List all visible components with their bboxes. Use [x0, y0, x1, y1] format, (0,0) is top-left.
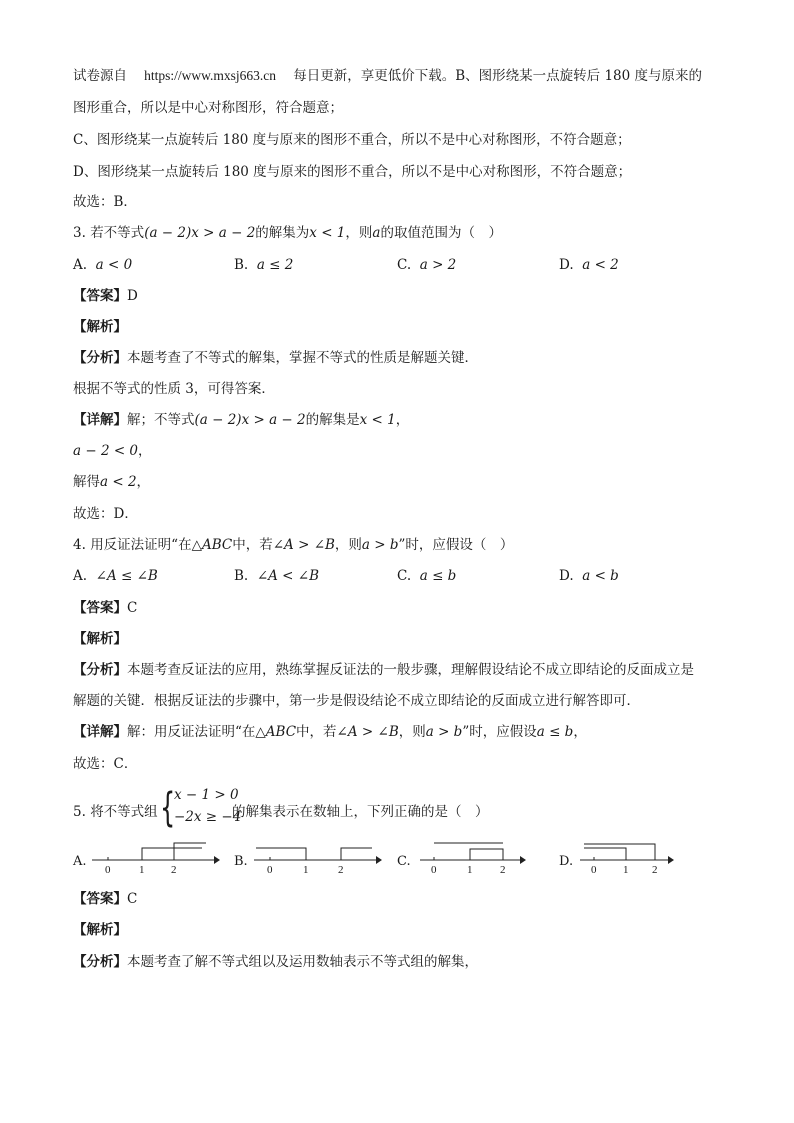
q4-answer: 【答案】C [73, 600, 138, 616]
range-x-gt-2 [341, 848, 372, 860]
q3-basis: 根据不等式的性质 3，可得答案． [73, 381, 275, 397]
q5-number-line-b [252, 840, 382, 876]
range-x-lt-1 [256, 848, 306, 860]
number-line-a-graphic [90, 840, 220, 876]
axis-arrow [668, 856, 674, 864]
q3-fenxi: 【分析】本题考查了不等式的解集，掌握不等式的性质是解题关键． [73, 350, 478, 366]
source-note: 每日更新，享更低价下载。 [293, 68, 456, 84]
tick-label-0: 0 [591, 864, 597, 876]
source-url[interactable]: https://www.mxsj663.cn [144, 68, 277, 83]
tick-label-2: 2 [171, 864, 177, 876]
system-row1: x − 1 > 0 [174, 787, 239, 803]
q2-choose: 故选：B． [73, 194, 137, 210]
q4-detail: 【详解】解：用反证法证明“在△ABC中，若∠A > ∠B，则a > b”时，应假设a ≤ b， [73, 724, 587, 740]
q3-inequality: (a − 2)x > a − 2 [144, 225, 256, 241]
number-line-d-graphic [578, 840, 678, 876]
q3-stem [73, 224, 502, 242]
number-line-c-graphic [418, 840, 528, 876]
tick-label-2: 2 [338, 864, 344, 876]
q5-number-line-a [90, 840, 220, 876]
q3-step1: a − 2 < 0， [73, 443, 152, 459]
q3-stem-c: ，则 [345, 225, 373, 241]
range-x-lt-1 [584, 848, 626, 860]
tick-label-1: 1 [623, 864, 629, 876]
q3-answer: 【答案】D [73, 288, 138, 304]
q4-choose: 故选：C． [73, 756, 138, 772]
tick-label-1: 1 [467, 864, 473, 876]
q4-analysis-tag: 【解析】 [73, 631, 127, 647]
q3-stem-a: 若不等式 [90, 225, 145, 241]
q5-stem-b: 的解集表示在数轴上，下列正确的是（ ） [232, 804, 489, 820]
q2-d-line: D、图形绕某一点旋转后 180 度与原来的图形不重合，所以不是中心对称图形，不符合题意； [73, 164, 632, 180]
q3-option-d: D. a < 2 [559, 257, 619, 273]
q3-stem-d: 的取值范围为（ ） [380, 225, 502, 241]
q3-choose: 故选：D． [73, 506, 138, 522]
q3-option-c: C. a > 2 [397, 257, 457, 273]
q4-fenxi-line1: 【分析】本题考查反证法的应用，熟练掌握反证法的一般步骤，理解假设结论不成立即结论的反面成立是 [73, 662, 694, 678]
axis-arrow [520, 856, 526, 864]
tick-label-0: 0 [431, 864, 437, 876]
q4-option-d: D. a < b [559, 568, 619, 584]
q3-detail: 【详解】解；不等式(a − 2)x > a − 2的解集是x < 1， [73, 412, 410, 428]
q4-stem: 4. 用反证法证明“在△ABC中，若∠A > ∠B，则a > b”时，应假设（ ） [73, 537, 514, 553]
q5-option-a-label: A. [73, 854, 87, 869]
range-x-le-2 [584, 844, 655, 860]
q5-option-b-label: B. [234, 854, 248, 869]
header-line [73, 67, 702, 85]
q2-c-line: C、图形绕某一点旋转后 180 度与原来的图形不重合，所以不是中心对称图形，不符合题意； [73, 132, 631, 148]
q2-b-line2: 图形重合，所以是中心对称图形，符合题意； [73, 100, 343, 116]
system-row2: −2x ≥ −4 [174, 809, 242, 825]
q3-option-b: B. a ≤ 2 [234, 257, 294, 273]
tick-label-0: 0 [105, 864, 111, 876]
q3-option-a: A. a < 0 [73, 257, 133, 273]
tick-label-1: 1 [139, 864, 145, 876]
q3-variable: a [372, 225, 381, 241]
q5-option-c-label: C. [397, 854, 411, 869]
q5-answer: 【答案】C [73, 891, 138, 907]
q3-number: 3. [73, 225, 86, 241]
tick-label-2: 2 [652, 864, 658, 876]
q4-fenxi-line2: 解题的关键．根据反证法的步骤中，第一步是假设结论不成立即结论的反面成立进行解答即可． [73, 693, 640, 709]
q2-b-line1: B、图形绕某一点旋转后 180 度与原来的 [455, 68, 703, 84]
q5-option-d-label: D. [559, 854, 574, 869]
q5-fenxi: 【分析】本题考查了解不等式组以及运用数轴表示不等式组的解集， [73, 954, 478, 970]
q3-step2: 解得a < 2， [73, 474, 151, 490]
source-label: 试卷源自 [73, 68, 127, 84]
range-x-ge-2 [174, 843, 206, 860]
number-line-b-graphic [252, 840, 382, 876]
q4-option-a: A. ∠A ≤ ∠B [73, 568, 158, 584]
q4-option-b: B. ∠A < ∠B [234, 568, 319, 584]
q3-solution: x < 1 [309, 225, 346, 241]
range-x-between [470, 849, 503, 860]
tick-label-1: 1 [303, 864, 309, 876]
axis-arrow [376, 856, 382, 864]
q4-option-c: C. a ≤ b [397, 568, 457, 584]
tick-label-0: 0 [267, 864, 273, 876]
range-x-gt-1 [142, 848, 202, 860]
q3-analysis-tag: 【解析】 [73, 319, 127, 335]
q3-stem-b: 的解集为 [255, 225, 310, 241]
q5-analysis-tag: 【解析】 [73, 922, 127, 938]
system-brace: { [160, 785, 176, 831]
axis-arrow [214, 856, 220, 864]
q5-number-line-c [418, 840, 528, 876]
q5-number-line-d [578, 840, 678, 876]
q5-stem-number: 5. 将不等式组 [73, 804, 158, 820]
tick-label-2: 2 [500, 864, 506, 876]
